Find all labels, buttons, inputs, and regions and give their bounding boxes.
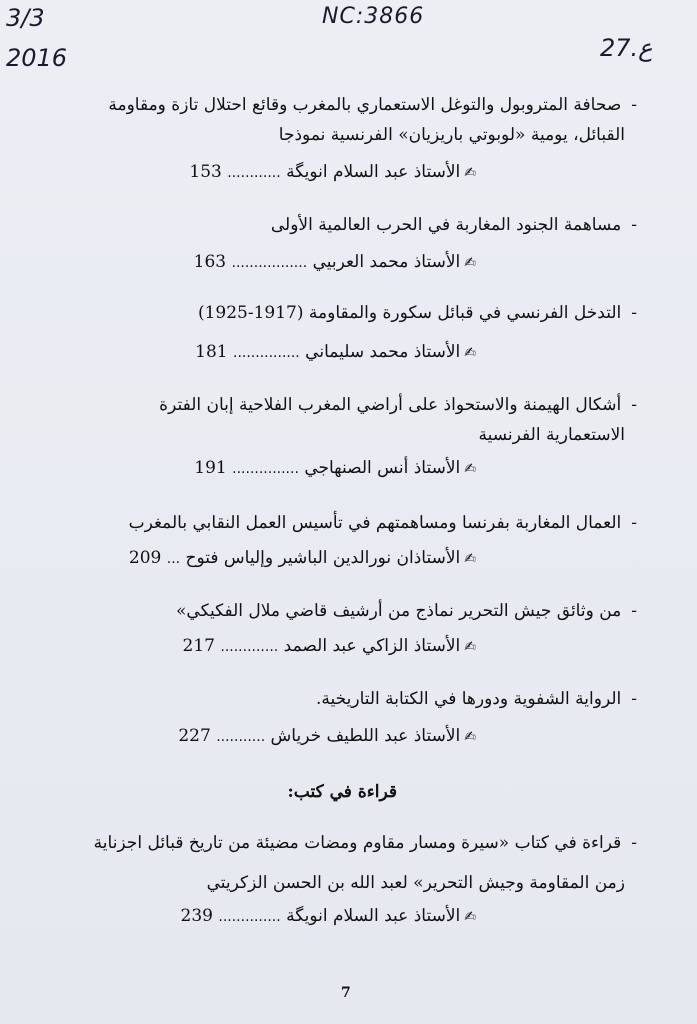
toc-page-number: 227 <box>178 726 211 746</box>
section-heading: قراءة في كتب: <box>287 782 397 802</box>
toc-entry-author: ✍الأستاذ الزاكي عبد الصمد ............. 217 <box>182 636 476 656</box>
toc-entry-title: -مساهمة الجنود المغاربة في الحرب العالمية الأولى <box>270 215 637 235</box>
handwritten-year: 2016 <box>6 44 68 72</box>
toc-page-number: 239 <box>180 906 213 926</box>
reading-entry-title: -قراءة في كتاب «سيرة ومسار مقاوم ومضات مضيئة من تاريخ قبائل اجزناية <box>93 833 637 853</box>
page-number: 7 <box>341 985 351 1001</box>
reading-entry-author: ✍الأستاذ عبد السلام انويگة .............. 239 <box>180 906 476 926</box>
toc-entry-author: ✍الأستاذ محمد سليماني ............... 181 <box>195 342 476 362</box>
pen-icon: ✍ <box>464 461 476 477</box>
pen-icon: ✍ <box>464 165 476 181</box>
pen-icon: ✍ <box>464 551 476 567</box>
toc-entry-title: -العمال المغاربة بفرنسا ومساهمتهم في تأسيس العمل النقابي بالمغرب <box>128 513 637 533</box>
toc-entry-title: -الرواية الشفوية ودورها في الكتابة التاريخية. <box>316 689 637 709</box>
toc-entry-title: -التدخل الفرنسي في قبائل سكورة والمقاومة (1917-1925) <box>197 303 637 323</box>
toc-entry-title: -صحافة المتروبول والتوغل الاستعماري بالمغرب وقائع احتلال تازة ومقاومة <box>108 95 637 115</box>
handwritten-catalog-number: NC:3866 <box>322 4 425 29</box>
toc-entry-title: -أشكال الهيمنة والاستحواذ على أراضي المغرب الفلاحية إبان الفترة <box>159 395 637 415</box>
toc-page-number: 217 <box>182 636 215 656</box>
toc-page-number: 191 <box>194 458 227 478</box>
pen-icon: ✍ <box>464 345 476 361</box>
pen-icon: ✍ <box>464 729 476 745</box>
toc-entry-author: ✍الأستاذ محمد العربيي ................. 163 <box>193 252 476 272</box>
toc-entry-title: -من وثائق جيش التحرير نماذج من أرشيف قاضي ملال الفكيكي» <box>176 601 637 621</box>
pen-icon: ✍ <box>464 909 476 925</box>
toc-entry-author: ✍الأستاذان نورالدين الباشير وإلياس فتوح ... 209 <box>128 548 476 568</box>
handwritten-mark: 3/3 <box>6 4 45 32</box>
toc-entry-author: ✍الأستاذ عبد السلام انويگة ............ 153 <box>189 162 476 182</box>
toc-page-number: 181 <box>195 342 228 362</box>
toc-page-number: 153 <box>189 162 222 182</box>
pen-icon: ✍ <box>464 639 476 655</box>
toc-page-number: 163 <box>193 252 227 272</box>
toc-entry-title-cont: القبائل، يومية «لوبوتي باريزيان» الفرنسية نموذجا <box>278 125 625 145</box>
toc-entry-author: ✍الأستاذ أنس الصنهاجي ............... 191 <box>194 458 476 478</box>
reading-entry-title-cont: زمن المقاومة وجيش التحرير» لعبد الله بن الحسن الزكريتي <box>206 873 625 893</box>
pen-icon: ✍ <box>464 255 476 271</box>
handwritten-code: 27.ع <box>600 34 653 62</box>
toc-entry-author: ✍الأستاذ عبد اللطيف خرياش ........... 227 <box>178 726 476 746</box>
toc-entry-title-cont: الاستعمارية الفرنسية <box>478 425 625 445</box>
toc-page-number: 209 <box>128 548 162 568</box>
